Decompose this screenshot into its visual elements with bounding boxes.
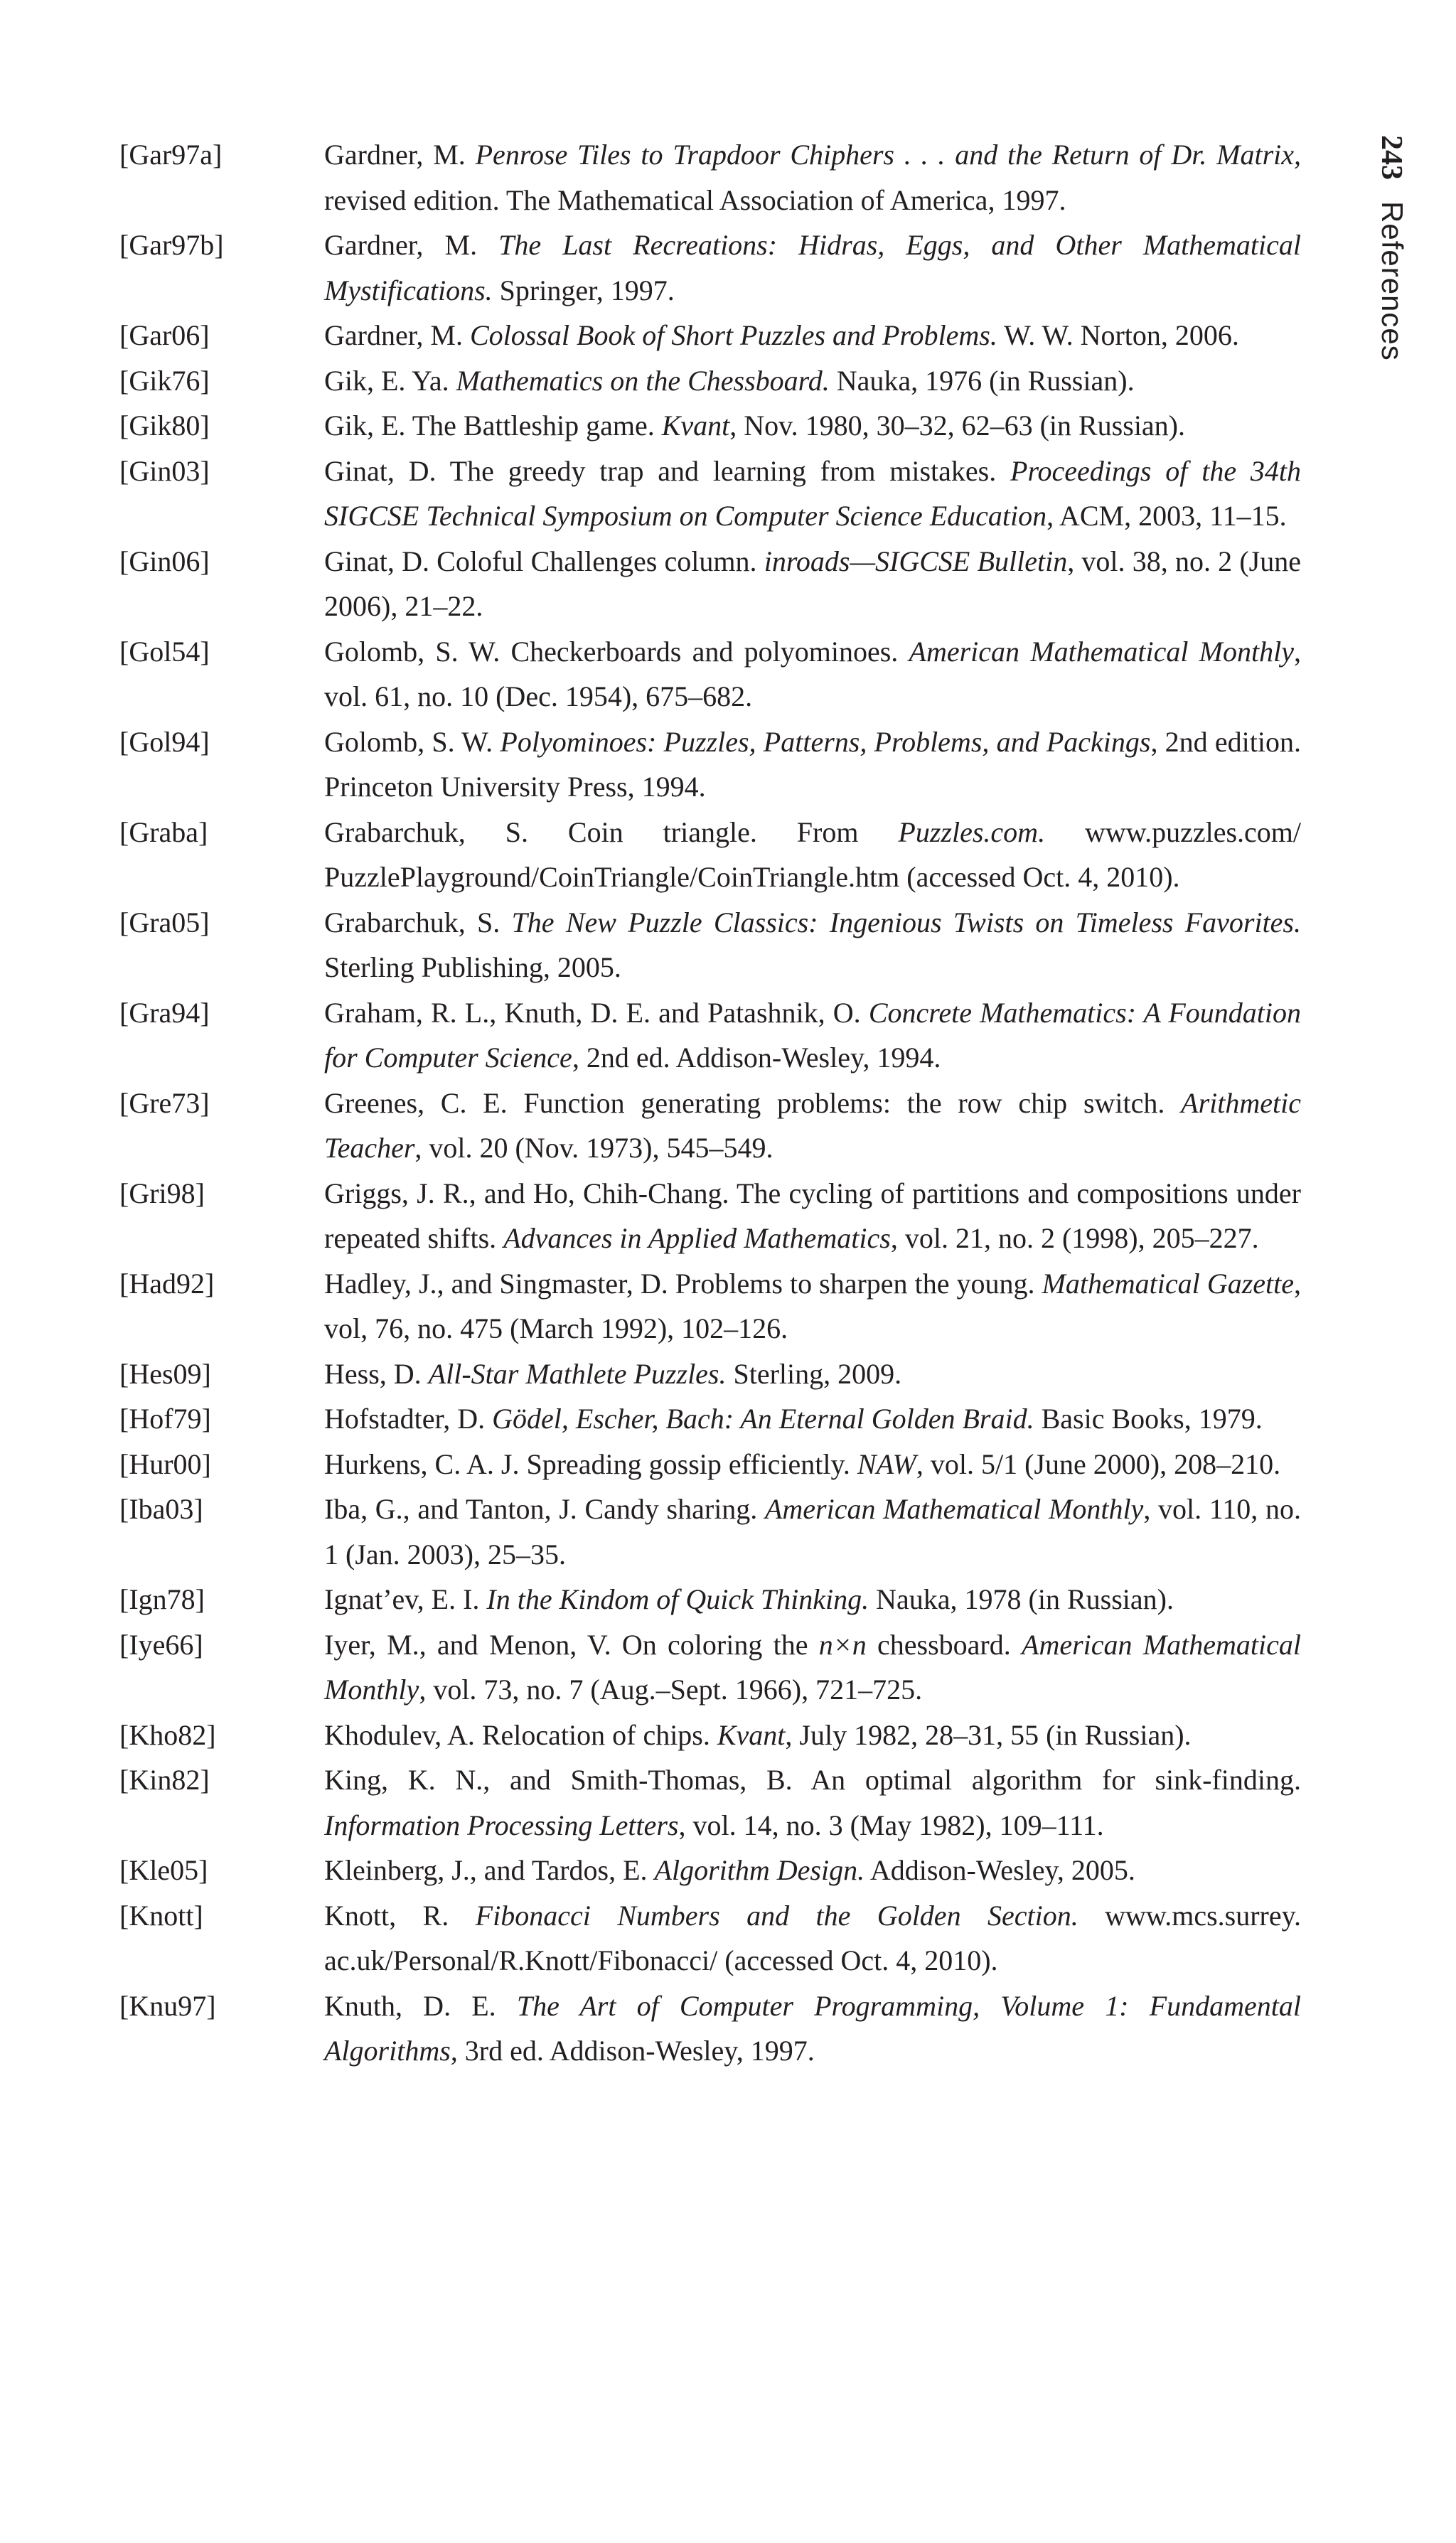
reference-text-segment: Khodulev, A. Relocation of chips. [324, 1718, 717, 1751]
reference-title-italic: Advances in Applied Mathematics [503, 1222, 891, 1254]
reference-text-segment: Gik, E. The Battleship game. [324, 409, 662, 441]
reference-key: [Gra05] [119, 906, 210, 938]
reference-entry [119, 1622, 1301, 1713]
reference-key: [Gik76] [119, 364, 210, 397]
reference-title-italic: The Last Recreations: Hidras, Eggs, and Other Mathematical Mystifications. [324, 229, 1301, 306]
reference-text-segment: Ginat, D. The greedy trap and learning from mistakes. [324, 454, 1011, 487]
reference-text [324, 629, 1301, 719]
reference-key: [Hes09] [119, 1357, 211, 1390]
reference-text [324, 1848, 1301, 1893]
reference-text-segment: Gik, E. Ya. [324, 364, 456, 397]
reference-text [324, 449, 1301, 539]
reference-text-segment: Graham, R. L., Knuth, D. E. and Patashnik, O. [324, 996, 869, 1029]
reference-text [324, 358, 1301, 404]
reference-text-segment: Nauka, 1976 (in Russian). [829, 364, 1135, 397]
reference-text [324, 990, 1301, 1081]
reference-entry [119, 1713, 1301, 1758]
reference-key: [Hof79] [119, 1403, 211, 1435]
reference-text-segment: www.puzzles.com/ PuzzlePlayground/CoinTriangle/CoinTriangle.htm (accessed Oct. 4, 2010). [324, 815, 1301, 893]
reference-text-segment: , vol. 73, no. 7 (Aug.–Sept. 1966), 721–725. [419, 1674, 923, 1706]
reference-text [324, 719, 1301, 810]
reference-text-segment: Gardner, M. [324, 319, 470, 351]
reference-entry [119, 1081, 1301, 1171]
reference-text [324, 1261, 1301, 1351]
reference-entry [119, 1261, 1301, 1351]
reference-key: [Knott] [119, 1899, 203, 1932]
reference-key: [Kin82] [119, 1764, 210, 1796]
reference-entry [119, 810, 1301, 900]
reference-text [324, 900, 1301, 990]
reference-entry [119, 1171, 1301, 1261]
reference-text [324, 1171, 1301, 1261]
reference-entry [119, 223, 1301, 313]
reference-entry [119, 403, 1301, 449]
reference-title-italic: In the Kindom of Quick Thinking. [486, 1583, 869, 1615]
reference-text-segment: Hess, D. [324, 1357, 429, 1390]
reference-text-segment: , vol. 20 (Nov. 1973), 545–549. [414, 1132, 774, 1164]
reference-entry [119, 449, 1301, 539]
reference-entry [119, 1351, 1301, 1397]
reference-key: [Gik80] [119, 409, 210, 441]
reference-text-segment: Gardner, M. [324, 139, 476, 171]
reference-text [324, 1757, 1301, 1848]
reference-text-segment: , 2nd edition. Princeton University Press, 1994. [324, 725, 1301, 803]
reference-text-segment: , Nov. 1980, 30–32, 62–63 (in Russian). [729, 409, 1186, 441]
reference-title-italic: Kvant [661, 409, 730, 441]
reference-text-segment: 3rd ed. Addison-Wesley, 1997. [457, 2035, 815, 2067]
reference-text [324, 1622, 1301, 1713]
reference-key: [Gar97a] [119, 139, 223, 171]
reference-text-segment: , July 1982, 28–31, 55 (in Russian). [785, 1718, 1192, 1751]
reference-title-italic: NAW [857, 1447, 916, 1480]
reference-title-italic: Kvant [717, 1718, 786, 1751]
reference-text-segment: Ignat’ev, E. I. [324, 1583, 487, 1615]
reference-entry [119, 1893, 1301, 1983]
reference-text [324, 810, 1301, 900]
reference-text [324, 1487, 1301, 1577]
reference-entry [119, 719, 1301, 810]
reference-entry [119, 1396, 1301, 1442]
reference-text-segment: Basic Books, 1979. [1034, 1403, 1263, 1435]
reference-title-italic: Fibonacci Numbers and the Golden Section. [475, 1899, 1078, 1932]
reference-key: [Graba] [119, 815, 208, 848]
reference-text-segment: , vol. 5/1 (June 2000), 208–210. [916, 1447, 1281, 1480]
reference-text [324, 1577, 1301, 1622]
reference-title-italic: Mathematics on the Chessboard. [456, 364, 830, 397]
reference-entry [119, 990, 1301, 1081]
reference-key: [Gar06] [119, 319, 210, 351]
reference-title-italic: Information Processing Letters [324, 1809, 679, 1841]
reference-entry [119, 1848, 1301, 1893]
reference-text [324, 403, 1301, 449]
reference-text-segment: King, K. N., and Smith-Thomas, B. An optimal algorithm for sink-finding. [324, 1764, 1301, 1796]
reference-text [324, 539, 1301, 629]
reference-title-italic: Algorithm Design. [654, 1854, 865, 1886]
reference-entry [119, 1487, 1301, 1577]
reference-entry [119, 539, 1301, 629]
reference-key: [Kle05] [119, 1854, 208, 1886]
reference-key: [Gri98] [119, 1177, 205, 1209]
reference-text-segment: Knuth, D. E. [324, 1989, 517, 2022]
reference-text [324, 313, 1301, 358]
reference-title-italic: Arithmetic Teacher [324, 1086, 1301, 1164]
reference-text-segment: Nauka, 1978 (in Russian). [869, 1583, 1174, 1615]
reference-text-segment: , vol. 14, no. 3 (May 1982), 109–111. [678, 1809, 1104, 1841]
reference-text-segment: Knott, R. [324, 1899, 476, 1932]
reference-text-segment: , vol, 76, no. 475 (March 1992), 102–126. [324, 1267, 1302, 1344]
reference-text-segment: Golomb, S. W. [324, 725, 500, 758]
reference-title-italic: Proceedings of the 34th SIGCSE Technical Symposium on Computer Science Education [324, 454, 1301, 532]
reference-text-segment: Addison-Wesley, 2005. [864, 1854, 1135, 1886]
reference-text [324, 1081, 1301, 1171]
reference-key: [Gol94] [119, 725, 210, 758]
running-title: References [1376, 201, 1409, 361]
reference-entry [119, 1442, 1301, 1487]
reference-text [324, 1351, 1301, 1397]
reference-key: [Kho82] [119, 1718, 216, 1751]
reference-key: [Gar97b] [119, 229, 224, 261]
reference-text-segment: , vol. 61, no. 10 (Dec. 1954), 675–682. [324, 635, 1301, 712]
reference-title-italic: Puzzles.com. [898, 815, 1046, 848]
reference-key: [Knu97] [119, 1989, 216, 2022]
reference-text-segment: Hurkens, C. A. J. Spreading gossip efficiently. [324, 1447, 857, 1480]
reference-text-segment: Sterling Publishing, 2005. [324, 951, 621, 983]
reference-text-segment: Kleinberg, J., and Tardos, E. [324, 1854, 655, 1886]
reference-title-italic: Gödel, Escher, Bach: An Eternal Golden Braid. [492, 1403, 1034, 1435]
reference-entry [119, 1577, 1301, 1622]
reference-text-segment: Grabarchuk, S. [324, 906, 512, 938]
reference-text-segment: Greenes, C. E. Function generating problems: the row chip switch. [324, 1086, 1182, 1119]
reference-title-italic: n×n [818, 1628, 867, 1661]
reference-text-segment: Hofstadter, D. [324, 1403, 493, 1435]
reference-title-italic: American Mathematical Monthly [324, 1628, 1301, 1706]
reference-text-segment: revised edition. The Mathematical Association of America, 1997. [324, 183, 1066, 216]
reference-text-segment: Ginat, D. Coloful Challenges column. [324, 545, 764, 577]
reference-text-segment: Golomb, S. W. Checkerboards and polyominoes. [324, 635, 909, 668]
reference-key: [Gin06] [119, 545, 210, 577]
reference-text [324, 1713, 1301, 1758]
reference-text [324, 132, 1301, 223]
reference-text-segment: Springer, 1997. [492, 274, 675, 306]
reference-key: [Gre73] [119, 1086, 210, 1119]
reference-key: [Gol54] [119, 635, 210, 668]
reference-text [324, 1983, 1301, 2074]
reference-text [324, 1893, 1301, 1983]
reference-text-segment: , vol. 21, no. 2 (1998), 205–227. [890, 1222, 1259, 1254]
reference-title-italic: inroads—SIGCSE Bulletin [764, 545, 1068, 577]
reference-title-italic: Polyominoes: Puzzles, Patterns, Problems, and Packings [500, 725, 1151, 758]
reference-text-segment: Gardner, M. [324, 229, 499, 261]
reference-key: [Gin03] [119, 454, 210, 487]
reference-text-segment: www.mcs.surrey. ac.uk/Personal/R.Knott/Fibonacci/ (accessed Oct. 4, 2010). [324, 1899, 1301, 1976]
reference-title-italic: American Mathematical Monthly [764, 1493, 1144, 1525]
reference-title-italic: The New Puzzle Classics: Ingenious Twists on Timeless Favorites. [511, 906, 1302, 938]
reference-title-italic: Colossal Book of Short Puzzles and Problems. [470, 319, 997, 351]
reference-text [324, 1442, 1301, 1487]
reference-text-segment: W. W. Norton, 2006. [997, 319, 1239, 351]
reference-text-segment: , 2nd ed. Addison-Wesley, 1994. [572, 1042, 941, 1074]
reference-text-segment: Sterling, 2009. [726, 1357, 902, 1390]
reference-title-italic: American Mathematical Monthly [909, 635, 1294, 668]
reference-text-segment: chessboard. [866, 1628, 1022, 1661]
reference-text-segment: Griggs, J. R., and Ho, Chih-Chang. The cycling of partitions and compositions under repeated shifts. [324, 1177, 1301, 1254]
running-header-rotated [1374, 135, 1409, 361]
reference-key: [Ign78] [119, 1583, 205, 1615]
reference-entry [119, 900, 1301, 990]
reference-key: [Hur00] [119, 1447, 211, 1480]
reference-entry [119, 629, 1301, 719]
reference-entry [119, 1757, 1301, 1848]
reference-title-italic: Penrose Tiles to Trapdoor Chiphers . . . and the Return of Dr. Matrix, [475, 139, 1302, 171]
reference-entry [119, 1983, 1301, 2074]
reference-text-segment: , vol. 110, no. 1 (Jan. 2003), 25–35. [324, 1493, 1301, 1570]
reference-key: [Iba03] [119, 1493, 203, 1525]
reference-key: [Gra94] [119, 996, 210, 1029]
reference-text-segment: , ACM, 2003, 11–15. [1046, 500, 1287, 532]
reference-text-segment: Iba, G., and Tanton, J. Candy sharing. [324, 1493, 765, 1525]
reference-entry [119, 358, 1301, 404]
reference-text-segment: Iyer, M., and Menon, V. On coloring the [324, 1628, 819, 1661]
reference-list [119, 132, 1301, 2074]
reference-title-italic: All-Star Mathlete Puzzles. [428, 1357, 727, 1390]
reference-entry [119, 313, 1301, 358]
reference-text [324, 1396, 1301, 1442]
reference-text-segment: Grabarchuk, S. Coin triangle. From [324, 815, 899, 848]
reference-key: [Had92] [119, 1267, 215, 1300]
reference-entry [119, 132, 1301, 223]
reference-text-segment: Hadley, J., and Singmaster, D. Problems to sharpen the young. [324, 1267, 1042, 1300]
reference-text [324, 223, 1301, 313]
reference-title-italic: Concrete Mathematics: A Foundation for Computer Science [324, 996, 1301, 1074]
page-number: 243 [1375, 135, 1408, 180]
reference-title-italic: Mathematical Gazette [1042, 1267, 1295, 1300]
reference-text-segment: , vol. 38, no. 2 (June 2006), 21–22. [324, 545, 1301, 622]
reference-title-italic: The Art of Computer Programming, Volume 1: Fundamental Algorithms, [324, 1989, 1301, 2067]
running-header [1372, 135, 1415, 434]
reference-key: [Iye66] [119, 1628, 203, 1661]
